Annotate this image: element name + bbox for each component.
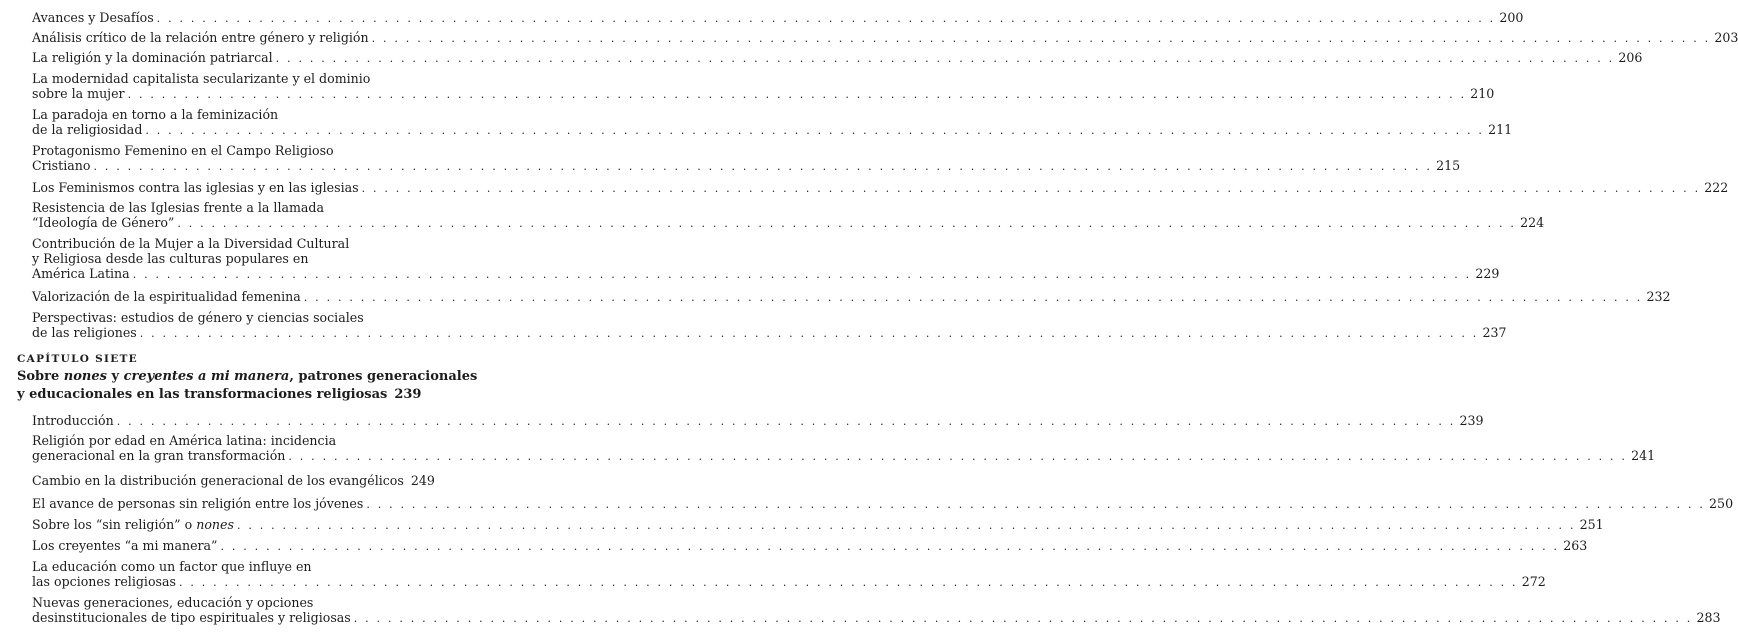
dot-leader <box>145 123 1484 138</box>
entry-title: sobre la mujer <box>32 86 125 101</box>
chapter-title-emphasis: creyentes a mi manera <box>123 369 290 384</box>
toc-entry <box>32 107 1513 138</box>
toc-entry <box>32 310 1507 341</box>
entry-page: 210 <box>1470 86 1495 101</box>
dot-leader <box>221 539 1560 554</box>
toc-entry <box>32 236 1500 282</box>
toc-entry <box>32 517 1604 533</box>
entry-title <box>32 517 234 532</box>
dot-leader <box>93 159 1432 174</box>
dot-leader <box>128 87 1467 102</box>
chapter-title-emphasis: nones <box>63 369 107 384</box>
toc-entry <box>32 413 1484 429</box>
chapter-title-line1 <box>17 368 477 386</box>
entry-page: 263 <box>1563 538 1588 553</box>
entry-page: 222 <box>1704 180 1729 195</box>
toc-entry <box>32 10 1524 26</box>
entry-page: 239 <box>1459 413 1484 428</box>
chapter-title <box>17 368 478 404</box>
entry-page: 232 <box>1646 289 1671 304</box>
dot-leader <box>354 611 1693 626</box>
dot-leader <box>179 575 1518 590</box>
toc-entry <box>32 71 1495 102</box>
entry-page: 203 <box>1714 30 1738 45</box>
entry-title-text: Sobre los “sin religión” o <box>32 517 197 532</box>
entry-title: La educación como un factor que influye en <box>32 559 312 574</box>
toc-entry <box>32 538 1588 554</box>
entry-title: Cambio en la distribución generacional de los evangélicos <box>32 473 404 488</box>
entry-title: América Latina <box>32 266 130 281</box>
dot-leader <box>237 518 1576 533</box>
toc-entry <box>32 200 1545 231</box>
entry-page: 237 <box>1482 325 1507 340</box>
dot-leader <box>157 11 1496 26</box>
chapter-title-text: y <box>106 369 124 384</box>
entry-title: Nuevas generaciones, educación y opciones <box>32 595 314 610</box>
entry-title: Los Feminismos contra las iglesias y en las iglesias <box>32 180 359 195</box>
entry-page: 250 <box>1709 496 1734 511</box>
entry-page: 229 <box>1475 266 1500 281</box>
entry-title: La religión y la dominación patriarcal <box>32 50 273 65</box>
toc-entry <box>32 496 1734 512</box>
entry-title: La modernidad capitalista secularizante y el dominio <box>32 71 371 86</box>
dot-leader <box>133 267 1472 282</box>
entry-title: Los creyentes “a mi manera” <box>32 538 218 553</box>
dot-leader <box>288 449 1627 464</box>
entry-title: de la religiosidad <box>32 122 143 137</box>
entry-page: 206 <box>1618 50 1643 65</box>
entry-title: las opciones religiosas <box>32 574 176 589</box>
entry-title: Resistencia de las Iglesias frente a la llamada <box>32 200 325 215</box>
toc-entry <box>32 559 1546 590</box>
entry-title: Religión por edad en América latina: incidencia <box>32 433 337 448</box>
entry-title: Cristiano <box>32 158 91 173</box>
entry-title: desinstitucionales de tipo espirituales y religiosas <box>32 610 351 625</box>
entry-page: 272 <box>1521 574 1546 589</box>
entry-page: 241 <box>1631 448 1656 463</box>
entry-page: 224 <box>1520 215 1545 230</box>
entry-page: 283 <box>1696 610 1721 625</box>
entry-title: Valorización de la espiritualidad femenina <box>32 289 301 304</box>
dot-leader <box>362 181 1701 196</box>
chapter-title-line2: y educacionales en las transformaciones religiosas <box>17 387 388 402</box>
toc-entry <box>32 433 1656 464</box>
toc-entry <box>32 180 1729 196</box>
entry-title: Introducción <box>32 413 114 428</box>
chapter-page: 239 <box>394 387 422 402</box>
entry-title: generacional en la gran transformación <box>32 448 286 463</box>
dot-leader <box>304 290 1643 305</box>
entry-title: Perspectivas: estudios de género y ciencias sociales <box>32 310 364 325</box>
entry-title: Análisis crítico de la relación entre género y religión <box>32 30 369 45</box>
toc-entry <box>32 289 1671 305</box>
entry-page: 249 <box>410 473 435 488</box>
chapter-title-text: , patrones generacionales <box>289 369 478 384</box>
entry-page: 215 <box>1436 158 1461 173</box>
entry-title: Avances y Desafíos <box>32 10 154 25</box>
toc-entry <box>32 595 1721 626</box>
entry-page: 251 <box>1579 517 1604 532</box>
entry-page: 200 <box>1499 10 1524 25</box>
entry-title: de las religiones <box>32 325 137 340</box>
chapter-label: CAPÍTULO SIETE <box>17 353 138 365</box>
entry-title-emphasis: nones <box>196 517 234 532</box>
chapter-title-text: Sobre <box>17 369 64 384</box>
entry-page: 211 <box>1488 122 1513 137</box>
dot-leader <box>117 414 1456 429</box>
entry-title: y Religiosa desde las culturas populares en <box>32 251 309 266</box>
toc-entry <box>32 50 1643 66</box>
dot-leader <box>276 51 1615 66</box>
dot-leader <box>366 497 1705 512</box>
entry-title: La paradoja en torno a la feminización <box>32 107 279 122</box>
toc-entry <box>32 30 1738 46</box>
entry-title: Protagonismo Femenino en el Campo Religioso <box>32 143 334 158</box>
dot-leader <box>372 31 1711 46</box>
toc-entry <box>32 143 1461 174</box>
entry-title: Contribución de la Mujer a la Diversidad Cultural <box>32 236 350 251</box>
dot-leader <box>140 326 1479 341</box>
entry-title: El avance de personas sin religión entre los jóvenes <box>32 496 364 511</box>
entry-title: “Ideología de Género” <box>32 215 175 230</box>
toc-entry <box>32 473 435 489</box>
dot-leader <box>177 216 1516 231</box>
